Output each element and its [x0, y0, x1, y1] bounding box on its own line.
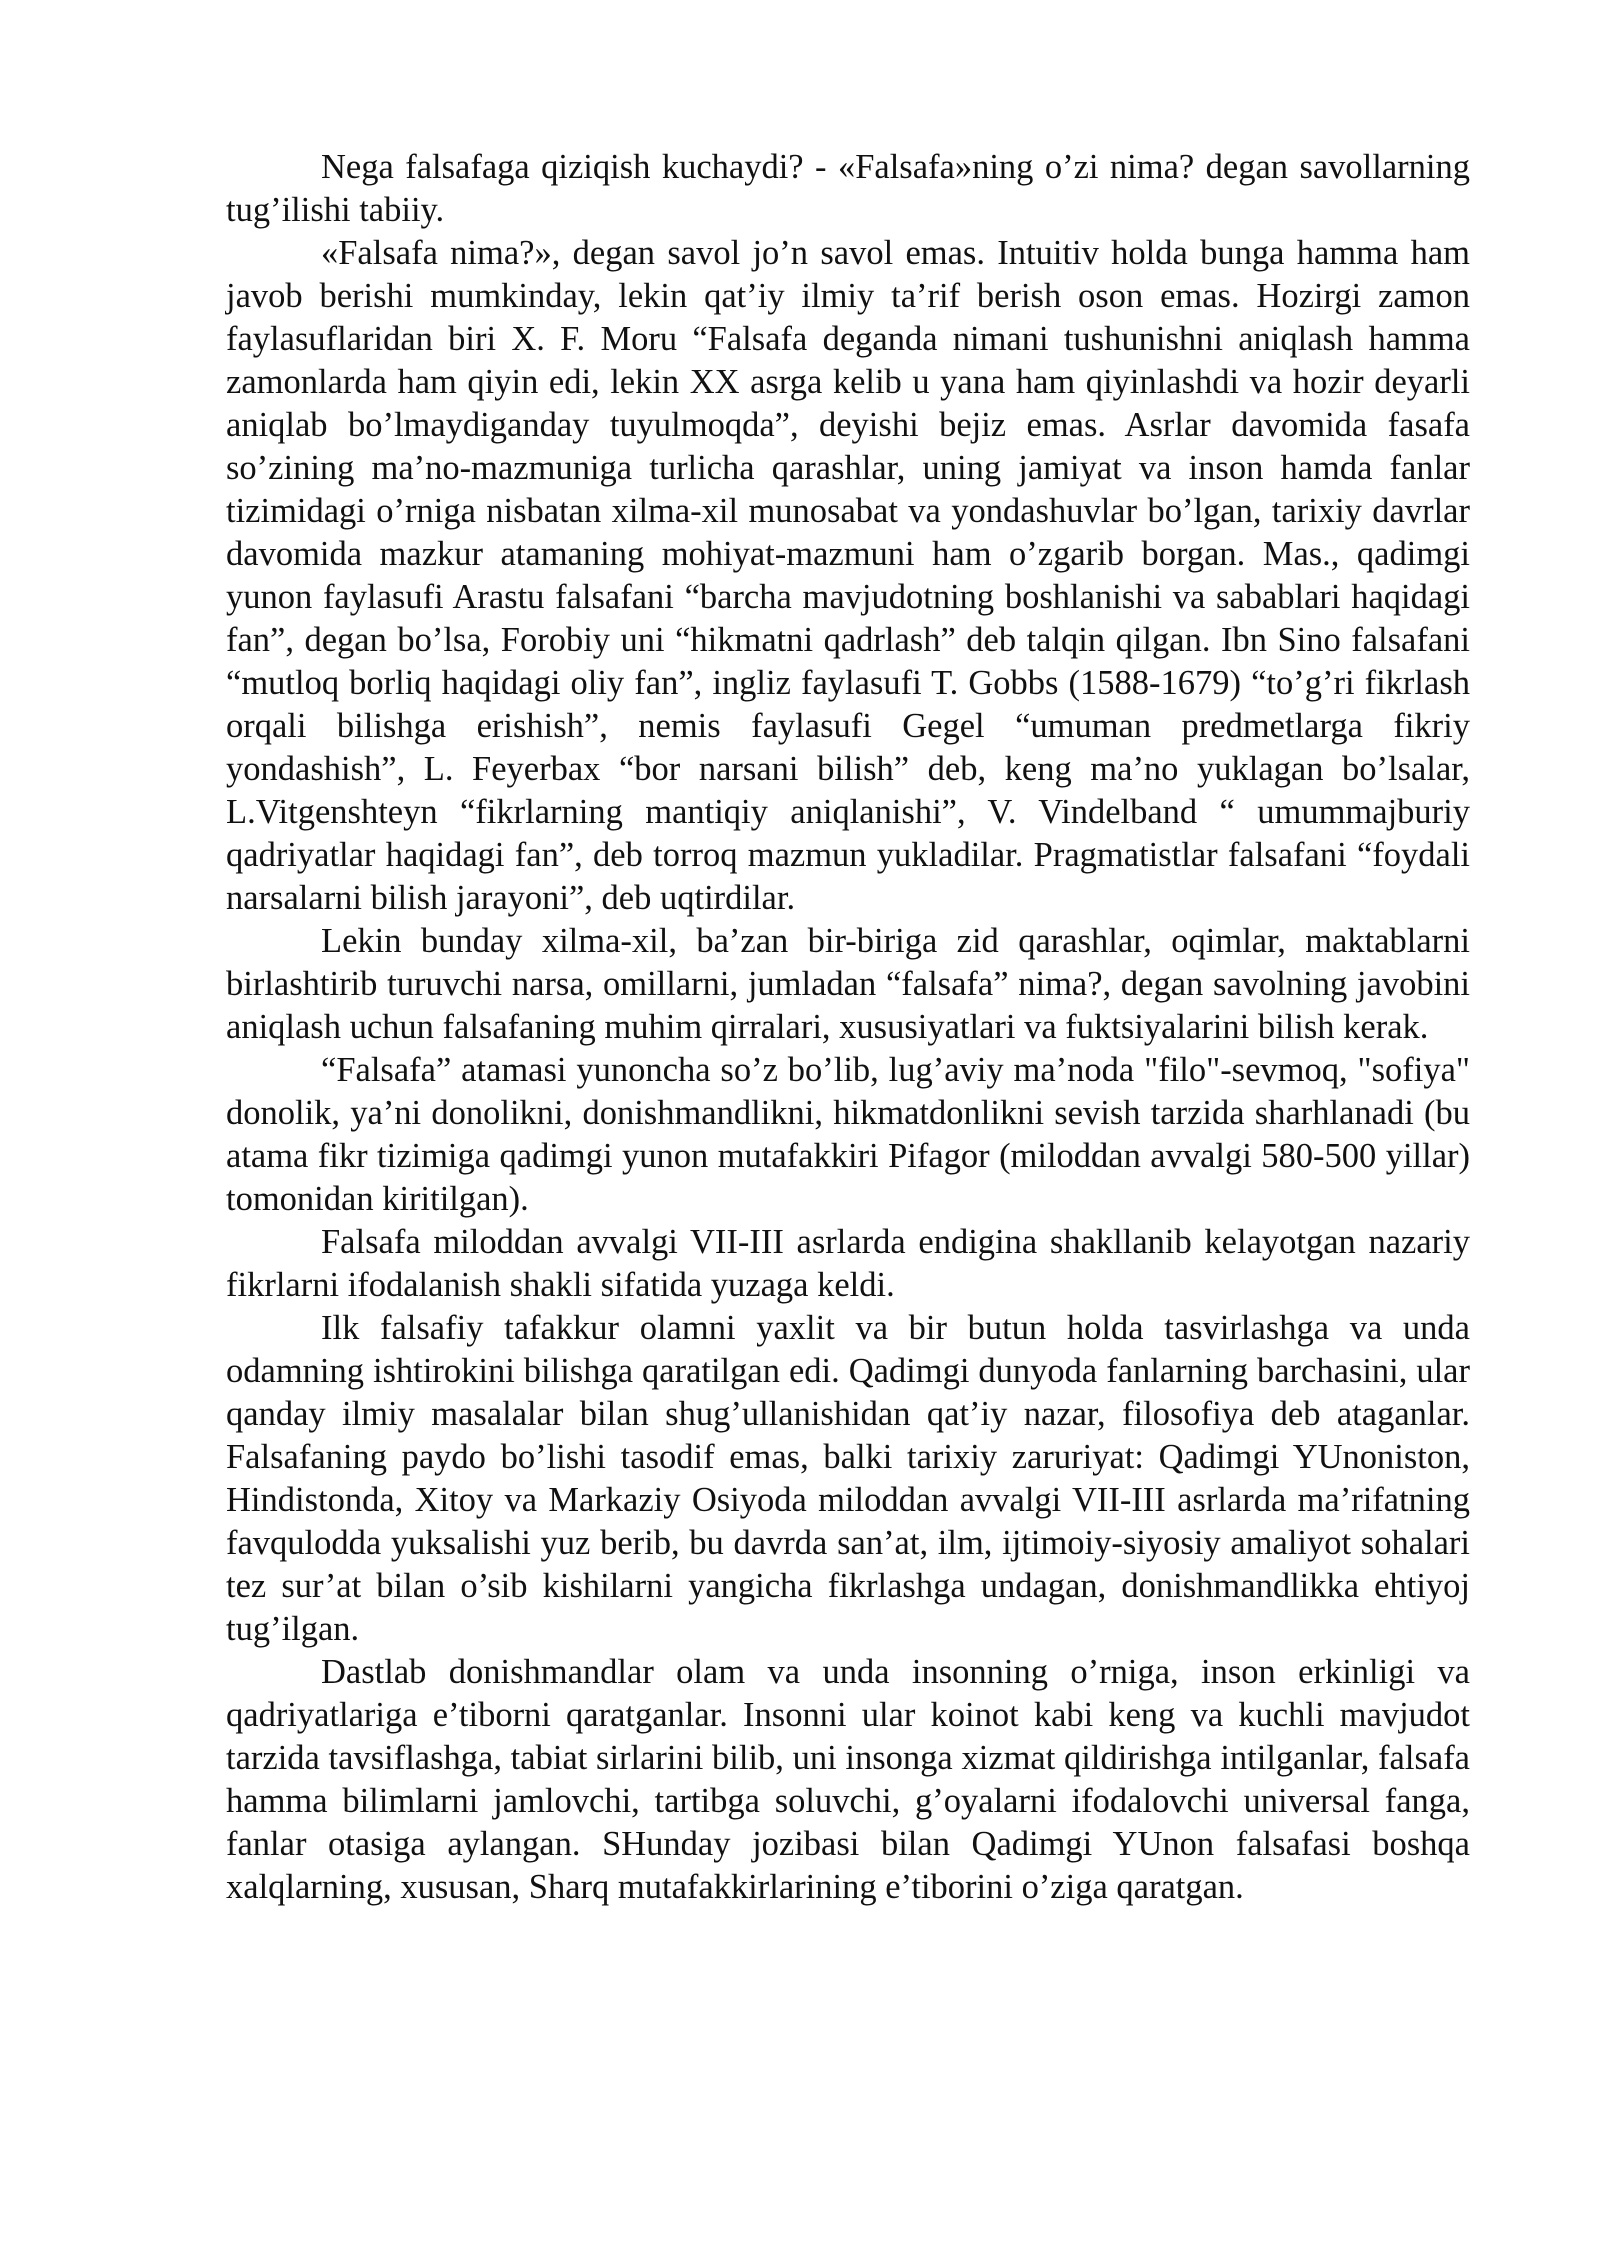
paragraph-term-etymology: “Falsafa” atamasi yunoncha so’z bo’lib, lug’aviy ma’noda "filo"-sevmoq, "sofiya" donolik, ya’ni donolikni, donishmandlikni, hikmatdonlikni sevish tarzida sharhlanadi (bu atama fikr tizimiga qadimgi yunon mutafakkiri Pifagor (miloddan avvalgi 580-500 yillar) tomonidan kiritilgan).: [226, 1051, 1470, 1218]
paragraph-origin-period: Falsafa miloddan avvalgi VII-III asrlarda endigina shakllanib kelayotgan nazariy fikrlarni ifodalanish shakli sifatida yuzaga keldi.: [226, 1223, 1470, 1304]
paragraph-early-sages: Dastlab donishmandlar olam va unda insonning o’rniga, inson erkinligi va qadriyatlariga e’tiborni qaratganlar. Insonni ular koinot kabi keng va kuchli mavjudot tarzida tavsiflashga, tabiat sirlarini bilib, uni insonga xizmat qildirishga intilganlar, falsafa hamma bilimlarni jamlovchi, tartibga soluvchi, g’oyalarni ifodalovchi universal fanga, fanlar otasiga aylangan. SHunday jozibasi bilan Qadimgi YUnon falsafasi boshqa xalqlarning, xususan, Sharq mutafakkirlarining e’tiborini o’ziga qaratgan.: [226, 1653, 1470, 1906]
document-page: [226, 146, 1470, 1909]
paragraph-what-is-philosophy: «Falsafa nima?», degan savol jo’n savol emas. Intuitiv holda bunga hamma ham javob berishi mumkinday, lekin qat’iy ilmiy ta’rif berish oson emas. Hozirgi zamon faylasuflaridan biri X. F. Moru “Falsafa deganda nimani tushunishni aniqlash hamma zamonlarda ham qiyin edi, lekin XX asrga kelib u yana ham qiyinlashdi va hozir deyarli aniqlab bo’lmaydiganday tuyulmoqda”, deyishi bejiz emas. Asrlar davomida fasafa so’zining ma’no-mazmuniga turlicha qarashlar, uning jamiyat va inson hamda fanlar tizimidagi o’rniga nisbatan xilma-xil munosabat va yondashuvlar bo’lgan, tarixiy davrlar davomida mazkur atamaning mohiyat-mazmuni ham o’zgarib borgan. Mas., qadimgi yunon faylasufi Arastu falsafani “barcha mavjudotning boshlanishi va sabablari haqidagi fan”, degan bo’lsa, Forobiy uni “hikmatni qadrlash” deb talqin qilgan. Ibn Sino falsafani “mutloq borliq haqidagi oliy fan”, ingliz faylasufi T. Gobbs (1588-1679) “to’g’ri fikrlash orqali bilishga erishish”, nemis faylasufi Gegel “umuman predmetlarga fikriy yondashish”, L. Feyerbax “bor narsani bilish” deb, keng ma’no yuklagan bo’lsalar, L.Vitgenshteyn “fikrlarning mantiqiy aniqlanishi”, V. Vindelband “ umummajburiy qadriyatlar haqidagi fan”, deb torroq mazmun yukladilar. Pragmatistlar falsafani “foydali narsalarni bilish jarayoni”, deb uqtirdilar.: [226, 234, 1470, 917]
paragraph-intro-question: Nega falsafaga qiziqish kuchaydi? - «Falsafa»ning o’zi nima? degan savollarning tug’ilishi tabiiy.: [226, 148, 1470, 229]
paragraph-early-philosophy: Ilk falsafiy tafakkur olamni yaxlit va bir butun holda tasvirlashga va unda odamning ishtirokini bilishga qaratilgan edi. Qadimgi dunyoda fanlarning barchasini, ular qanday ilmiy masalalar bilan shug’ullanishidan qat’iy nazar, filosofiya deb ataganlar. Falsafaning paydo bo’lishi tasodif emas, balki tarixiy zaruriyat: Qadimgi YUnoniston, Hindistonda, Xitoy va Markaziy Osiyoda miloddan avvalgi VII-III asrlarda ma’rifatning favqulodda yuksalishi yuz berib, bu davrda san’at, ilm, ijtimoiy-siyosiy amaliyot sohalari tez sur’at bilan o’sib kishilarni yangicha fikrlashga undagan, donishmandlikka ehtiyoj tug’ilgan.: [226, 1309, 1470, 1648]
paragraph-differing-views: Lekin bunday xilma-xil, ba’zan bir-biriga zid qarashlar, oqimlar, maktablarni birlashtirib turuvchi narsa, omillarni, jumladan “falsafa” nima?, degan savolning javobini aniqlash uchun falsafaning muhim qirralari, xususiyatlari va fuktsiyalarini bilish kerak.: [226, 922, 1470, 1046]
